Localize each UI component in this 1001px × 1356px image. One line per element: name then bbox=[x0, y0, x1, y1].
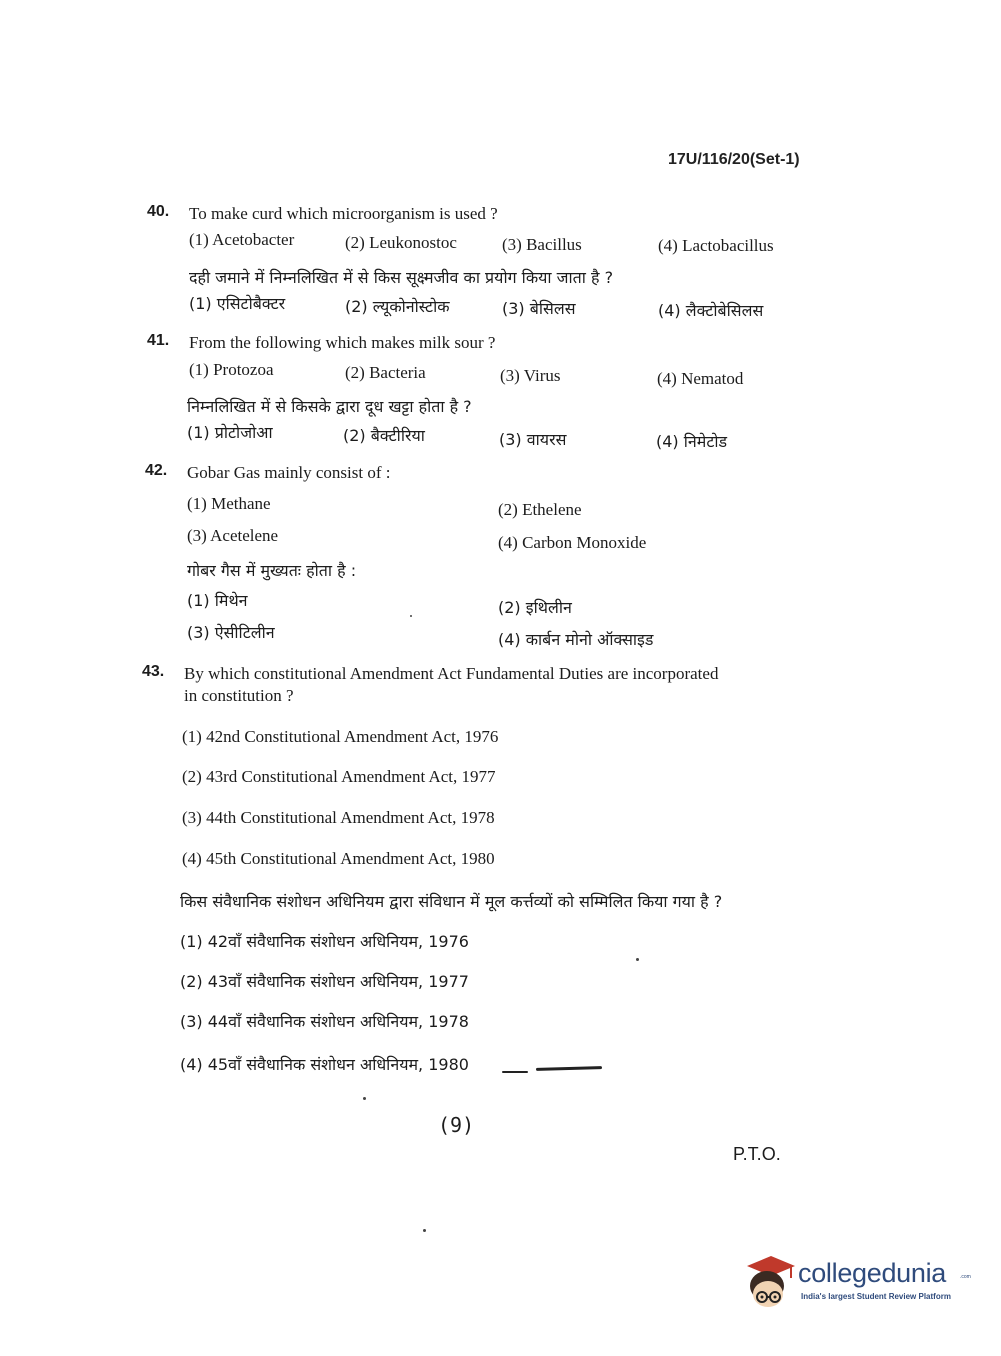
pto-note: P.T.O. bbox=[733, 1144, 781, 1164]
question-text: Gobar Gas mainly consist of : bbox=[187, 463, 391, 482]
question-text-hindi: किस संवैधानिक संशोधन अधिनियम द्वारा संविधान में मूल कर्त्तव्यों को सम्मिलित किया गया है ? bbox=[180, 892, 723, 911]
question-text-hindi: दही जमाने में निम्नलिखित में से किस सूक्ष्मजीव का प्रयोग किया जाता है ? bbox=[189, 268, 614, 287]
brand-name: collegedunia bbox=[798, 1258, 947, 1288]
pen-stroke bbox=[536, 1066, 602, 1071]
option-4: (4) 45th Constitutional Amendment Act, 1980 bbox=[182, 849, 495, 868]
question-text-line-2: in constitution ? bbox=[184, 686, 294, 705]
option-3: (3) Acetelene bbox=[187, 526, 279, 545]
question-text-hindi: निम्नलिखित में से किसके द्वारा दूध खट्टा होता है ? bbox=[187, 397, 472, 416]
option-4-hindi: (4) लैक्टोबेसिलस bbox=[658, 301, 764, 320]
pen-stroke bbox=[502, 1071, 528, 1073]
option-4: (4) Nematod bbox=[657, 369, 744, 388]
option-4: (4) Carbon Monoxide bbox=[498, 533, 647, 552]
brand-tagline: India's largest Student Review Platform bbox=[801, 1292, 951, 1301]
paper-code: 17U/116/20(Set-1) bbox=[668, 151, 800, 168]
option-2: (2) Leukonostoc bbox=[345, 233, 457, 252]
scan-speck bbox=[423, 1229, 426, 1232]
option-3: (3) Virus bbox=[500, 366, 561, 385]
option-2-hindi: (2) 43वाँ संवैधानिक संशोधन अधिनियम, 1977 bbox=[180, 972, 469, 991]
question-number: 40. bbox=[147, 203, 170, 220]
option-2-hindi: (2) ल्यूकोनोस्टोक bbox=[345, 297, 450, 316]
option-4-hindi: (4) 45वाँ संवैधानिक संशोधन अधिनियम, 1980 bbox=[180, 1055, 469, 1074]
question-number: 41. bbox=[147, 332, 170, 349]
option-2: (2) Bacteria bbox=[345, 363, 426, 382]
option-3: (3) Bacillus bbox=[502, 235, 582, 254]
option-1-hindi: (1) एसिटोबैक्टर bbox=[189, 294, 286, 313]
option-1: (1) Protozoa bbox=[189, 360, 274, 379]
option-4-hindi: (4) कार्बन मोनो ऑक्साइड bbox=[498, 630, 654, 649]
question-text: From the following which makes milk sour ? bbox=[189, 333, 496, 352]
scan-speck bbox=[363, 1097, 366, 1100]
option-3: (3) 44th Constitutional Amendment Act, 1978 bbox=[182, 808, 495, 827]
option-1-hindi: (1) 42वाँ संवैधानिक संशोधन अधिनियम, 1976 bbox=[180, 932, 469, 951]
option-3-hindi: (3) ऐसीटिलीन bbox=[187, 623, 275, 642]
option-2-hindi: (2) इथिलीन bbox=[498, 598, 572, 617]
option-1-hindi: (1) मिथेन bbox=[187, 591, 248, 610]
page-number: (9) bbox=[438, 1113, 475, 1137]
option-3-hindi: (3) बेसिलस bbox=[502, 299, 576, 318]
option-1: (1) Acetobacter bbox=[189, 230, 295, 249]
option-3-hindi: (3) 44वाँ संवैधानिक संशोधन अधिनियम, 1978 bbox=[180, 1012, 469, 1031]
brand-suffix: .com bbox=[960, 1274, 971, 1280]
option-2-hindi: (2) बैक्टीरिया bbox=[343, 426, 425, 445]
option-2: (2) Ethelene bbox=[498, 500, 582, 519]
question-number: 43. bbox=[142, 663, 165, 680]
option-1: (1) Methane bbox=[187, 494, 271, 513]
option-1-hindi: (1) प्रोटोजोआ bbox=[187, 423, 273, 442]
option-4-hindi: (4) निमेटोड bbox=[656, 432, 728, 451]
option-4: (4) Lactobacillus bbox=[658, 236, 774, 255]
question-text-hindi: गोबर गैस में मुख्यतः होता है : bbox=[187, 561, 357, 580]
question-text-line-1: By which constitutional Amendment Act Fundamental Duties are incorporated bbox=[184, 664, 719, 683]
mascot-icon bbox=[741, 1252, 797, 1312]
option-3-hindi: (3) वायरस bbox=[499, 430, 567, 449]
option-1: (1) 42nd Constitutional Amendment Act, 1976 bbox=[182, 727, 499, 746]
collegedunia-watermark bbox=[741, 1252, 971, 1312]
scan-speck bbox=[410, 615, 412, 617]
option-2: (2) 43rd Constitutional Amendment Act, 1977 bbox=[182, 767, 496, 786]
question-number: 42. bbox=[145, 462, 168, 479]
question-text: To make curd which microorganism is used ? bbox=[189, 204, 498, 223]
scan-speck bbox=[636, 958, 639, 961]
